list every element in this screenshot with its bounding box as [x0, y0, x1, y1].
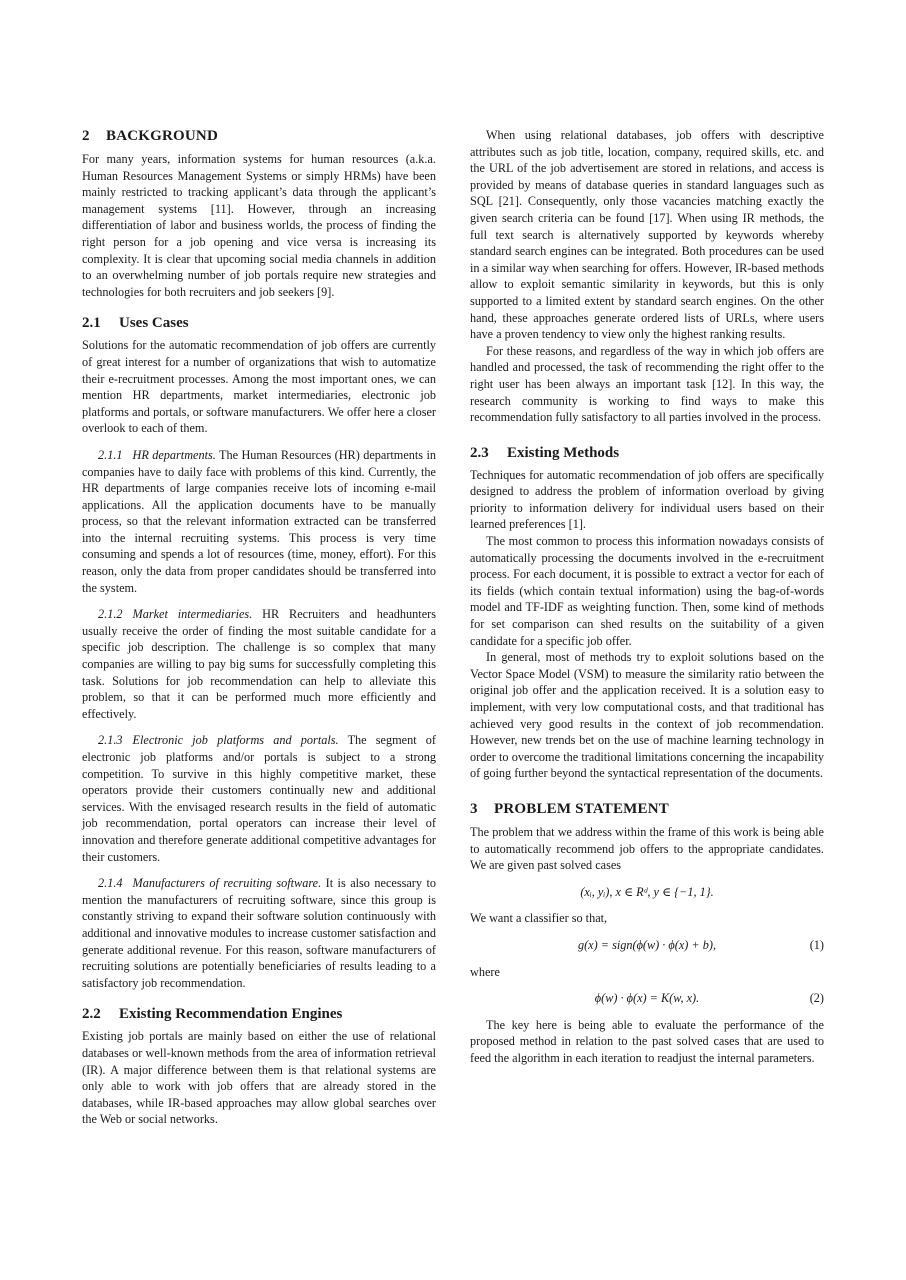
subsubsection-heading	[98, 448, 216, 462]
subsubsection-text: The Human Resources (HR) departments in companies have to daily face with problems of this kind. Currently, the HR departments of large companies receive lots of incoming e-mail applications. All the application documents have to be manually process, so that the relevant information extracted can be transferred into the internal recruiting systems. This process is very time consuming and spends a lot of resources (time, money, effort). For this reason, only the data from proper candidates should be transferred into the system.	[82, 447, 436, 595]
paragraph: The most common to process this information nowadays consists of automatically processing the documents involved in the e-recruitment process. For each document, it is possible to extract a vector for each of its fields (which contain textual information) using the bag-of-words model and TF-IDF as weighting function. Then, some kind of methods for set comparison can shed results on the suitability of a given candidate for a specific job offer.	[470, 534, 824, 648]
subsubsection-number: 2.1.1	[98, 447, 123, 462]
subsection-title: Uses Cases	[119, 315, 189, 332]
paragraph: Solutions for the automatic recommendation of job offers are currently of great interest for a number of organizations that wish to automatize their e-recruitment processes. Among the most important ones, we can mention HR departments, market intermediaries, electronic job platforms and portals, or software manufacturers. We offer here a closer overlook to each of them.	[82, 338, 436, 436]
subsection-title: Existing Methods	[507, 444, 620, 461]
subsubsection-title: Manufacturers of recruiting software.	[132, 876, 322, 891]
subsubsection-title: Market intermediaries.	[132, 607, 253, 622]
subsection-heading-existing-methods	[470, 444, 824, 462]
paragraph: where	[470, 964, 500, 979]
paragraph: The problem that we address within the frame of this work is being able to automatically recommend job offers to the appropriate candidates. We are given past solved cases	[470, 824, 824, 873]
subsubsection-text: It is also necessary to mention the manufacturers of recruiting software, since this group is constantly striving to expand their software solution continuously with additional and innovative modules to increase customer satisfaction and generate additional revenue. For this reason, software manufacturers of recruiting solutions are potentially beneficiaries of results leading to a satisfactory job recommendation.	[82, 876, 437, 990]
section-title: BACKGROUND	[106, 128, 219, 144]
subsection-number: 2.1	[82, 315, 101, 332]
paragraph: Existing job portals are mainly based on either the use of relational databases or well-known methods from the area of information retrieval (IR). A major difference between them is that relational systems are only able to work with job offers that are already stored in the databases, while IR-based approaches may allow global searches over the Web or social networks.	[82, 1029, 436, 1127]
subsubsection-heading	[98, 876, 321, 890]
subsubsection-text: HR Recruiters and headhunters usually receive the order of finding the most suitable candidate for a specific job description. The challenge is so complex that many companies are willing to pay big sums for successfully completing this task. Solutions for job recommendation can help to alleviate this problem, so that it can be performed much more efficiently and effectively.	[82, 607, 436, 721]
equation-expression: ϕ(w) · ϕ(x) = K(w, x).	[594, 991, 700, 1006]
section-heading-problem-statement	[470, 800, 824, 818]
section-number: 2	[82, 128, 90, 144]
subsubsection-heading	[98, 607, 252, 621]
section-heading-background	[82, 127, 436, 145]
equation-number: (1)	[809, 937, 824, 952]
equation-expression: g(x) = sign(ϕ(w) · ϕ(x) + b),	[577, 937, 717, 952]
subsubsection-heading	[98, 733, 339, 747]
paragraph: We want a classifier so that,	[470, 911, 608, 926]
subsection-number: 2.2	[82, 1006, 101, 1023]
left-column	[82, 127, 436, 1128]
equation-number: (2)	[809, 991, 824, 1006]
subsubsection-text: The segment of electronic job platforms and/or portals is subject to a strong competition. To survive in this highly competitive market, these operators provide their customers continually new and additional services. With the envisaged research results in the field of automatic job recommendation, portal operators can increase their level of innovation and therefore generate additional competitive advantages for their customers.	[82, 733, 437, 864]
subsubsection-title: Electronic job platforms and portals.	[132, 733, 339, 748]
subsection-heading-uses-cases	[82, 314, 436, 332]
paragraph: In general, most of methods try to exploit solutions based on the Vector Space Model (VSM) to measure the similarity ratio between the original job offer and the application received. It is a solution easy to implement, with very low computational costs, and that traditional has achieved very good results in the context of job recommendation. However, new trends bet on the use of machine learning technology in order to overcome the traditional limitations concerning the incapability of going further beyond the syntactical representation of the documents.	[470, 650, 824, 781]
subsection-heading-existing-recommendation-engines	[82, 1005, 436, 1023]
paragraph: When using relational databases, job offers with descriptive attributes such as job title, location, company, required skills, etc. and the URL of the job advertisement are stored in relations, and access is provided by means of database queries in standard languages such as SQL [21]. Consequently, only those vacancies matching exactly the given search criteria can be found [17]. When using IR methods, the full text search is alternatively supported by keywords whereby standard search engines can be integrated. Both procedures can be used in a similar way when searching for offers. However, IR-based methods allow to exploit semantic similarity in keywords, but this is only supported to a limited extent by standard search engines. On the other hand, these approaches generate ordered lists of URLs, where users have a proven tendency to view only the highest ranking results.	[470, 128, 824, 342]
subsubsection-hr-departments	[82, 447, 436, 596]
subsubsection-number: 2.1.2	[98, 607, 123, 622]
equation-2	[470, 990, 824, 1007]
paragraph: Techniques for automatic recommendation of job offers are specifically designed to address the problem of information overload by giving priority to information delivery for individual users based on their learned preferences [1].	[470, 467, 824, 532]
subsubsection-number: 2.1.4	[98, 876, 123, 891]
math-expression: (xᵢ, yᵢ), x ∈ Rᵈ, y ∈ {−1, 1}.	[580, 884, 714, 899]
right-column	[470, 127, 824, 1067]
subsubsection-market-intermediaries	[82, 606, 436, 722]
paragraph: For these reasons, and regardless of the way in which job offers are handled and processed, the task of recommending the right offer to the right user has been always an important task [12]. In this way, the research community is working to find ways to make this recommendation fully satisfactory to all parties involved in the process.	[470, 343, 824, 425]
equation-1	[470, 937, 824, 954]
subsection-number: 2.3	[470, 444, 489, 461]
paragraph: For many years, information systems for human resources (a.k.a. Human Resources Management Systems or simply HRMs) have been mainly restricted to tracking applicant’s data through the applicant’s management systems [11]. However, through an increasing differentiation of labor and business worlds, the process of finding the right person for a job opening and vice versa is increasing its complexity. It is clear that upcoming social media channels in addition to an overwhelming number of job portals require new strategies and technologies for both recruiters and job seekers [9].	[82, 152, 436, 299]
section-number: 3	[470, 800, 478, 817]
subsubsection-electronic-job-platforms	[82, 732, 436, 865]
math-cases	[470, 884, 824, 901]
paragraph: The key here is being able to evaluate the performance of the proposed method in relation to the past solved cases that are used to feed the algorithm in each iteration to readjust the internal parameters.	[470, 1017, 824, 1065]
subsubsection-number: 2.1.3	[98, 733, 123, 748]
subsubsection-title: HR departments.	[132, 447, 216, 462]
subsection-title: Existing Recommendation Engines	[119, 1006, 343, 1023]
subsubsection-manufacturers	[82, 875, 436, 991]
section-title: PROBLEM STATEMENT	[494, 800, 669, 817]
